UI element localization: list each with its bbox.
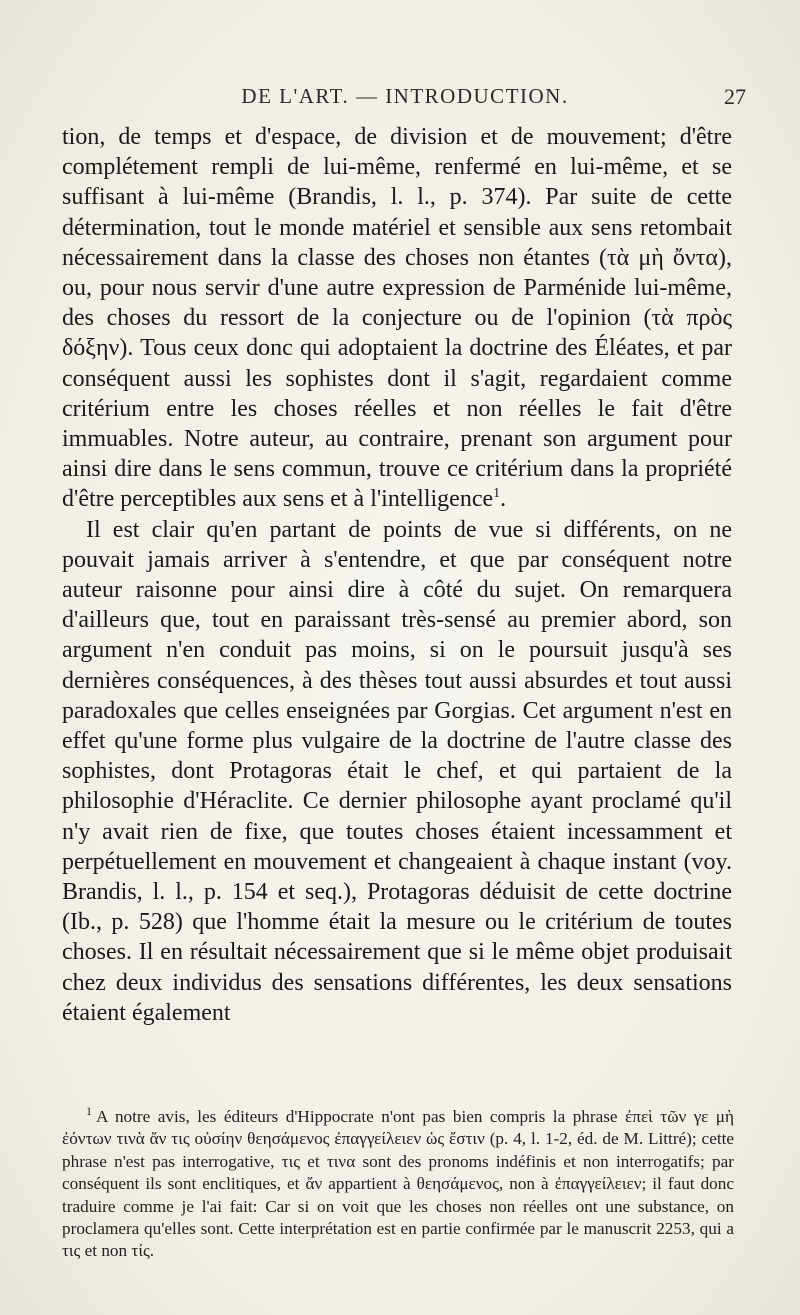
- paragraph-1: [62, 122, 732, 515]
- running-head: [60, 84, 750, 114]
- footnote-text: A notre avis, les éditeurs d'Hippocrate n'ont pas bien compris la phrase ἐπεὶ τῶν γε μὴ ἐόντων τινὰ ἄν τις οὐσίην θεησάμενος ἐπαγγείλειεν ὡς ἔστιν (p. 4, l. 1-2, éd. de M. Littré); cette phrase n'est pas interrogative, τις et τινα sont des pronoms indéfinis et non interrogatifs; par conséquent ils sont enclitiques, et ἄν appartient à θεησάμενος, non à ἐπαγγείλειεν; il faut donc traduire comme je l'ai fait: Car si on voit que les choses non réelles ont une substance, on proclamera qu'elles sont. Cette interprétation est en partie confirmée par le manuscrit 2253, qui a τις et non τίς.: [62, 1107, 739, 1261]
- running-title: DE L'ART. — INTRODUCTION.: [241, 84, 569, 108]
- paragraph-2: [62, 515, 732, 1028]
- paragraph-1-end: .: [500, 486, 507, 513]
- footnote-reference: 1: [493, 486, 501, 502]
- body-text: [62, 122, 732, 1028]
- footnotes: [62, 1104, 739, 1263]
- page-number: 27: [724, 84, 746, 109]
- paragraph-1-text: tion, de temps et d'espace, de division et de mouvement; d'être complétement rempli de lui-même, renfermé en lui-même, et se suffisant à lui-même (Brandis, l. l., p. 374). Par suite de cette détermination, tout le monde matériel et sensible aux sens retombait nécessairement dans la classe des choses non étantes (τὰ μὴ ὄντα), ou, pour nous servir d'une autre expression de Parménide lui-même, des choses du ressort de la conjecture ou de l'opinion (τὰ πρὸς δόξην). Tous ceux donc qui adoptaient la doctrine des Éléates, et par conséquent aussi les sophistes dont il s'agit, regardaient comme critérium entre les choses réelles et non réelles le fait d'être immuables. Notre auteur, au contraire, prenant son argument pour ainsi dire dans le sens commun, trouve ce critérium dans la propriété d'être perceptibles aux sens et à l'intelligence: [62, 124, 732, 513]
- footnote-1: [62, 1104, 739, 1263]
- footnote-number: 1: [86, 1104, 92, 1119]
- paragraph-2-text: Il est clair qu'en partant de points de vue si différents, on ne pouvait jamais arriver à s'entendre, et que par conséquent notre auteur raisonne pour ainsi dire à côté du sujet. On remarquera d'ailleurs que, tout en paraissant très-sensé au premier abord, son argument n'en conduit pas moins, si on le poursuit jusqu'à ses dernières conséquences, à des thèses tout aussi absurdes et tout aussi paradoxales que celles enseignées par Gorgias. Cet argument n'est en effet qu'une forme plus vulgaire de la doctrine de l'autre classe des sophistes, dont Protagoras était le chef, et qui partaient de la philosophie d'Héraclite. Ce dernier philosophe ayant proclamé qu'il n'y avait rien de fixe, que toutes choses étaient incessamment et perpétuellement en mouvement et changeaient à chaque instant (voy. Brandis, l. l., p. 154 et seq.), Protagoras déduisit de cette doctrine (Ib., p. 528) que l'homme était la mesure ou le critérium de toutes choses. Il en résultait nécessairement que si le même objet produisait chez deux individus des sensations différentes, les deux sensations étaient également: [62, 516, 732, 1026]
